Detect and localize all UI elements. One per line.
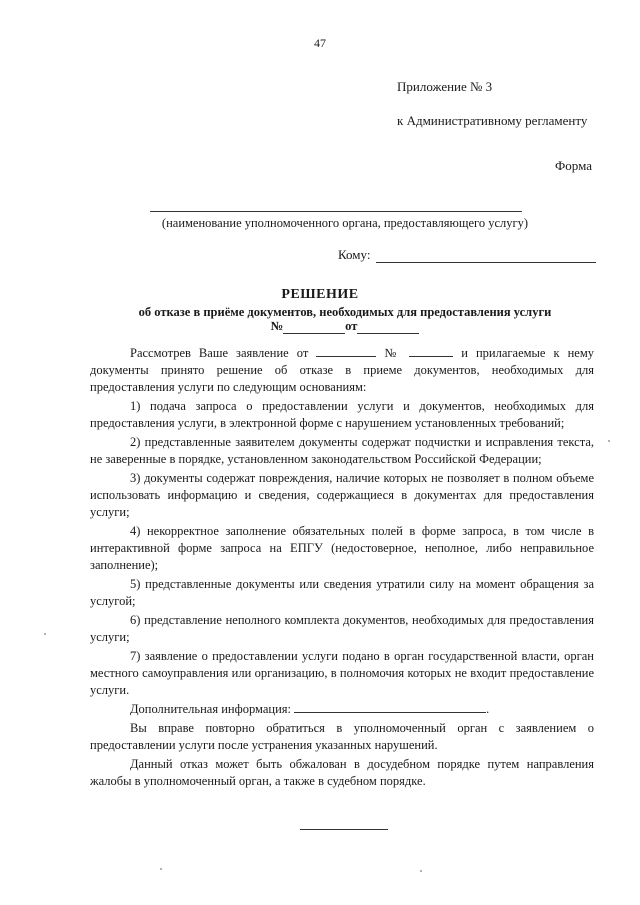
reapply-paragraph: Вы вправе повторно обратиться в уполномоченный орган с заявлением о предоставлении услуги после устранения указанных нарушений.	[90, 721, 594, 752]
page-number: 47	[314, 36, 326, 50]
scan-speck	[44, 633, 46, 635]
reason-item: 5) представленные документы или сведения утратили силу на момент обращения за услугой;	[90, 577, 594, 608]
date-blank	[357, 322, 419, 334]
document-title: РЕШЕНИЕ	[281, 287, 359, 302]
intro-paragraph	[90, 345, 594, 396]
application-date-blank	[316, 345, 376, 357]
regulation-label: к Административному регламенту	[397, 113, 588, 128]
decision-body	[90, 345, 594, 790]
appendix-label: Приложение № 3	[397, 79, 493, 94]
additional-info-label: Дополнительная информация:	[130, 702, 291, 716]
scan-speck	[420, 870, 422, 872]
intro-text-b: №	[384, 346, 402, 360]
recipient-label: Кому:	[338, 247, 371, 262]
reason-item: 6) представление неполного комплекта документов, необходимых для предоставления услуги;	[90, 613, 594, 644]
number-blank	[283, 322, 345, 334]
reason-item: 2) представленные заявителем документы содержат подчистки и исправления текста, не заверенные в порядке, установленном законодательством Российской Федерации;	[90, 435, 594, 466]
reason-item: 4) некорректное заполнение обязательных полей в форме запроса, в том числе в интерактивной форме запроса на ЕПГУ (недостоверное, неполное, либо неправильное заполнение);	[90, 524, 594, 572]
appeal-paragraph: Данный отказ может быть обжалован в досудебном порядке путем направления жалобы в уполномоченный орган, а также в судебном порядке.	[90, 757, 594, 788]
date-label: от	[345, 319, 358, 333]
footer-divider	[300, 829, 388, 830]
document-number-date	[0, 319, 640, 334]
number-label: №	[270, 319, 284, 333]
recipient-field	[338, 247, 596, 263]
additional-info-end: .	[486, 702, 490, 716]
org-name-caption: (наименование уполномоченного органа, предоставляющего услугу)	[161, 216, 529, 230]
reason-item: 7) заявление о предоставлении услуги подано в орган государственной власти, орган местного самоуправления или организацию, в полномочия которых не входит предоставление услуги.	[90, 649, 594, 697]
scan-speck	[608, 440, 610, 442]
reason-item: 1) подача запроса о предоставлении услуги и документов, необходимых для предоставления услуги, в электронной форме с нарушением установленных требований;	[90, 399, 594, 430]
document-subtitle: об отказе в приёме документов, необходимых для предоставления услуги	[138, 305, 552, 319]
recipient-blank	[376, 250, 596, 263]
application-number-blank	[409, 345, 453, 357]
additional-info-blank	[294, 701, 486, 713]
org-name-line	[150, 211, 522, 212]
intro-text-a: Рассмотрев Ваше заявление от	[130, 346, 309, 360]
additional-info	[90, 701, 594, 718]
scan-speck	[160, 868, 162, 870]
intro-text-c: и прилагаемые к нему документы принято решение об отказе в приеме документов, необходимых для предоставления услуги по следующим основаниям:	[90, 346, 595, 394]
reason-item: 3) документы содержат повреждения, наличие которых не позволяет в полном объеме использовать информацию и сведения, содержащиеся в документах для предоставления услуги;	[90, 471, 594, 519]
form-label: Форма	[555, 158, 592, 173]
